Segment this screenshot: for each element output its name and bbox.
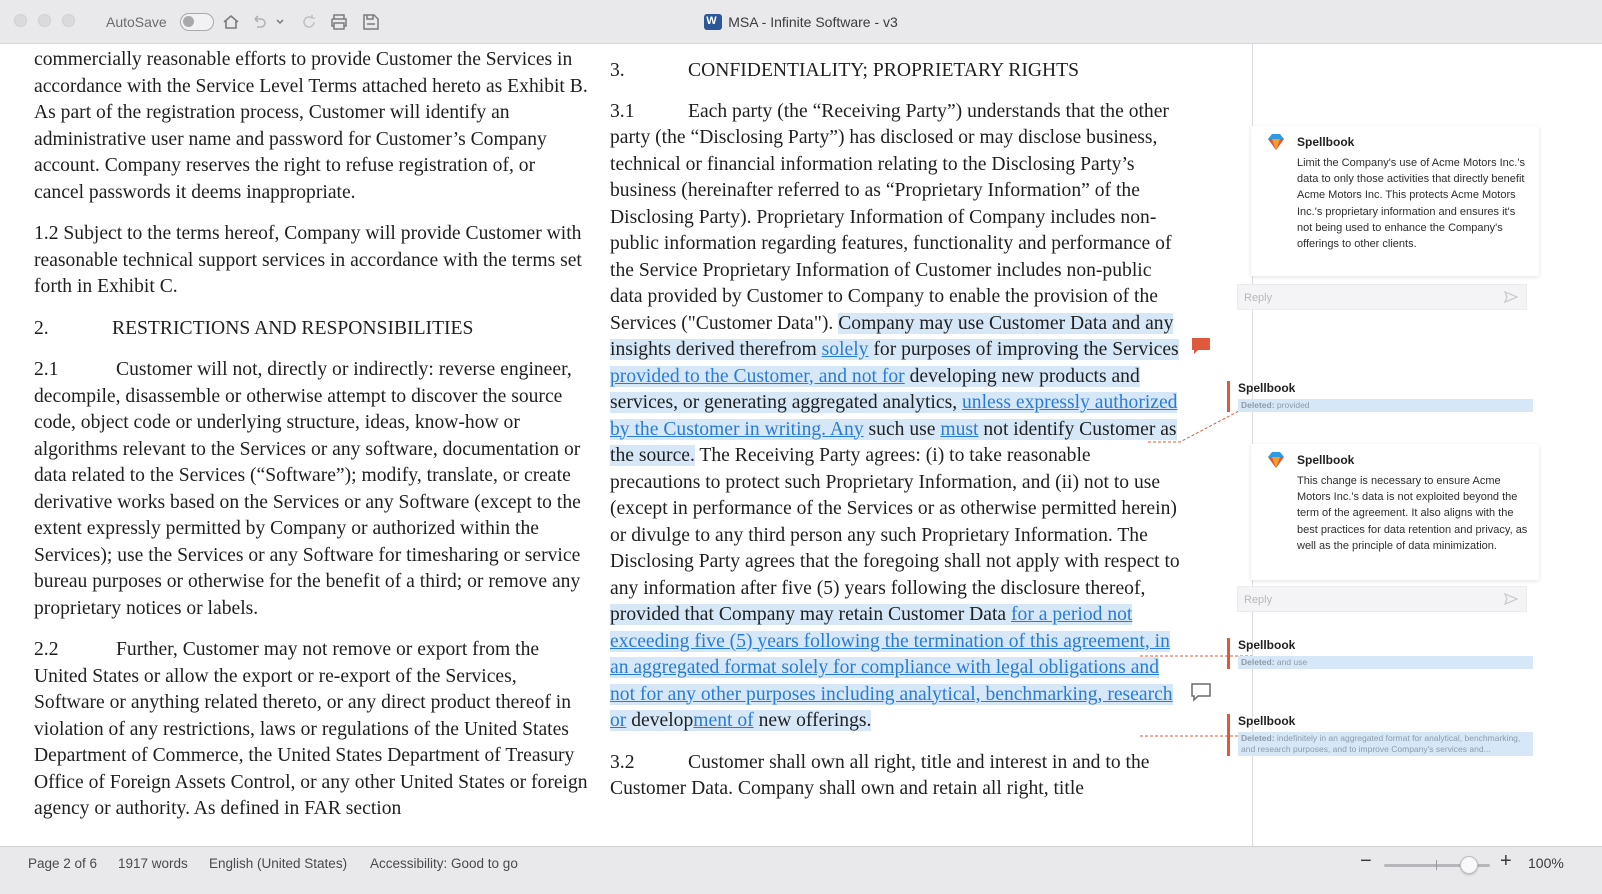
revision-deleted-text: Deleted: indefinitely in an aggregated format for analytical, benchmarking, and research purposes, and to improve Company's services and... [1238, 732, 1533, 756]
reply-placeholder: Reply [1244, 292, 1273, 304]
document-title: MSA - Infinite Software - v3 [728, 14, 898, 30]
zoom-slider-tick [1436, 860, 1437, 870]
reply-field[interactable] [1237, 586, 1527, 612]
language-status[interactable]: English (United States) [209, 856, 348, 871]
minimize-window-button[interactable] [38, 14, 51, 27]
paragraph: 1.2 Subject to the terms hereof, Company will provide Customer with reasonable technical support services in accordance with the terms set forth in Exhibit C. [34, 223, 582, 297]
word-app-icon [704, 14, 722, 30]
paragraph-3-2: 3.2 Customer shall own all right, title and interest in and to the Customer Data. Company shall own and retain all right, title [610, 751, 1150, 799]
home-icon[interactable] [220, 11, 242, 33]
chevron-down-icon[interactable] [273, 11, 287, 33]
zoom-window-button[interactable] [62, 14, 75, 27]
spellbook-logo-icon [1267, 451, 1285, 469]
revision-item[interactable] [1227, 381, 1533, 412]
tracked-insertion[interactable]: unless expressly authorized by the Customer in writing. Any [610, 392, 1178, 440]
save-icon[interactable] [360, 11, 382, 33]
accessibility-status[interactable]: Accessibility: Good to go [370, 856, 518, 871]
revision-author: Spellbook [1238, 381, 1296, 395]
title-bar [0, 0, 1602, 44]
redo-icon[interactable] [298, 11, 320, 33]
tracked-insertion[interactable]: ment of [693, 710, 754, 731]
print-icon[interactable] [328, 11, 350, 33]
word-count[interactable]: 1917 words [118, 856, 188, 871]
close-window-button[interactable] [14, 14, 27, 27]
page-left-column [34, 47, 589, 838]
status-bar [0, 846, 1602, 894]
commented-text[interactable]: provided that Company may retain Customer Data for a period not exceeding five (5) years following the termination of this agreement, in an aggregated format solely for compliance with legal obligations and not for any other purposes including analytical, benchmarking, research or development of new offerings. [610, 604, 1173, 731]
comment-card[interactable] [1251, 126, 1539, 276]
reply-field[interactable] [1237, 284, 1527, 310]
spellbook-logo-icon [1267, 133, 1285, 151]
revision-connector-lines [1140, 394, 1252, 744]
comment-body: Limit the Company's use of Acme Motors Inc.'s data to only those activities that directly benefit Acme Motors Inc. This protects Acme Motors Inc.'s proprietary information and ensures it's not being used to enhance the Company's offerings to other clients. [1297, 157, 1525, 251]
revision-item[interactable] [1227, 638, 1533, 669]
comment-author: Spellbook [1297, 453, 1355, 467]
send-icon[interactable] [1504, 592, 1518, 609]
autosave-label: AutoSave [106, 14, 167, 30]
tracked-insertion[interactable]: for a period not exceeding five (5) years following the termination of this agreement, in an aggregated format solely for compliance with legal obligations and not for any other purposes including analytical, benchmarking, research or [610, 604, 1173, 731]
section-heading: 3. CONFIDENTIALITY; PROPRIETARY RIGHTS [610, 60, 1080, 81]
paragraph-3-1: 3.1 Each party (the “Receiving Party”) understands that the other party (the “Disclosing Party”) has disclosed or may disclose business, technical or financial information relating to the Disclosing Party’s business (hereinafter referred to as “Proprietary Information” of the Disclosing Party). Proprietary Information of Company includes non-public information regarding features, functionality and performance of the Service Proprietary Information of Customer includes non-public data provided by Customer to Company to enable the provision of the Services ("Customer Data"). Company may use Customer Data and any insights derived therefrom solely for purposes of improving the Services provided to the Customer, and not for developing new products and services, or generating aggregated analytics, unless expressly authorized by the Customer in writing. Any such use must not identify Customer as the source. The Receiving Party agrees: (i) to take reasonable precautions to protect such Proprietary Information, and (ii) not to use (except in performance of the Services or as otherwise permitted herein) or divulge to any third person any such Proprietary Information. The Disclosing Party agrees that the foregoing shall not apply with respect to any information after five (5) years following the disclosure thereof, provided that Company may retain Customer Data for a period not exceeding five (5) years following the termination of this agreement, in an aggregated format solely for compliance with legal obligations and not for any other purposes including analytical, benchmarking, research or development of new offerings. [610, 100, 1180, 731]
commented-text[interactable]: Company may use Customer Data and any insights derived therefrom solely for purposes of improving the Services provided to the Customer, and not for developing new products and services, or generating aggregated analytics, unless expressly authorized by the Customer in writing. Any such use must not identify Customer as the source. [610, 312, 1179, 466]
paragraph: commercially reasonable efforts to provide Customer the Services in accordance with the Service Level Terms attached hereto as Exhibit B. As part of the registration process, Customer will identify an administrative user name and password for Customer’s Company account. Company reserves the right to refuse registration of, or cancel passwords it deems inappropriate. [34, 49, 588, 203]
zoom-level[interactable]: 100% [1528, 855, 1564, 871]
tracked-insertion[interactable]: provided to the Customer, and not for [610, 365, 905, 387]
paragraph: 2.1 Customer will not, directly or indirectly: reverse engineer, decompile, disassemble or otherwise attempt to discover the source code, object code or underlying structure, ideas, know-how or algorithms relevant to the Services or any software, documentation or data related to the Services (“Software”); modify, translate, or create derivative works based on the Services or any Software (except to the extent expressly permitted by Company or authorized within the Services); use the Services or any Software for timesharing or service bureau purposes or otherwise for the benefit of a third; or remove any proprietary notices or labels. [34, 359, 581, 619]
reply-placeholder: Reply [1244, 594, 1273, 606]
page-count[interactable]: Page 2 of 6 [28, 856, 98, 871]
revision-author: Spellbook [1238, 714, 1296, 728]
paragraph: 2.2 Further, Customer may not remove or export from the United States or allow the export or re-export of the Services, Software or anything related thereto, or any direct product thereof in violation of any restrictions, laws or regulations of the United States Department of Commerce, the United States Department of Treasury Office of Foreign Assets Control, or any other United States or foreign agency or authority. As defined in FAR section [34, 639, 588, 819]
section-heading: 2. RESTRICTIONS AND RESPONSIBILITIES [34, 317, 474, 339]
page-right-column [610, 58, 1180, 818]
comment-marker-icon[interactable] [1190, 336, 1212, 361]
zoom-slider-thumb[interactable] [1460, 856, 1478, 874]
autosave-toggle[interactable] [180, 13, 214, 31]
tracked-insertion[interactable]: must [940, 418, 979, 440]
undo-icon[interactable] [248, 11, 270, 33]
comment-author: Spellbook [1297, 135, 1355, 149]
send-icon[interactable] [1504, 290, 1518, 307]
document-canvas[interactable] [0, 44, 1252, 864]
comment-card[interactable] [1251, 444, 1539, 580]
zoom-out-button[interactable]: − [1360, 850, 1372, 872]
revision-author: Spellbook [1238, 638, 1296, 652]
comments-pane [1238, 44, 1602, 864]
zoom-in-button[interactable]: + [1500, 850, 1512, 872]
revision-deleted-text: Deleted: and use [1238, 656, 1533, 669]
revision-item[interactable] [1227, 714, 1533, 756]
comment-body: This change is necessary to ensure Acme Motors Inc.'s data is not exploited beyond the term of the agreement. It also aligns with the best practices for data retention and privacy, as well as the principle of data minimization. [1297, 475, 1528, 552]
tracked-insertion[interactable]: solely [821, 339, 869, 360]
revision-deleted-text: Deleted: provided [1238, 399, 1533, 412]
